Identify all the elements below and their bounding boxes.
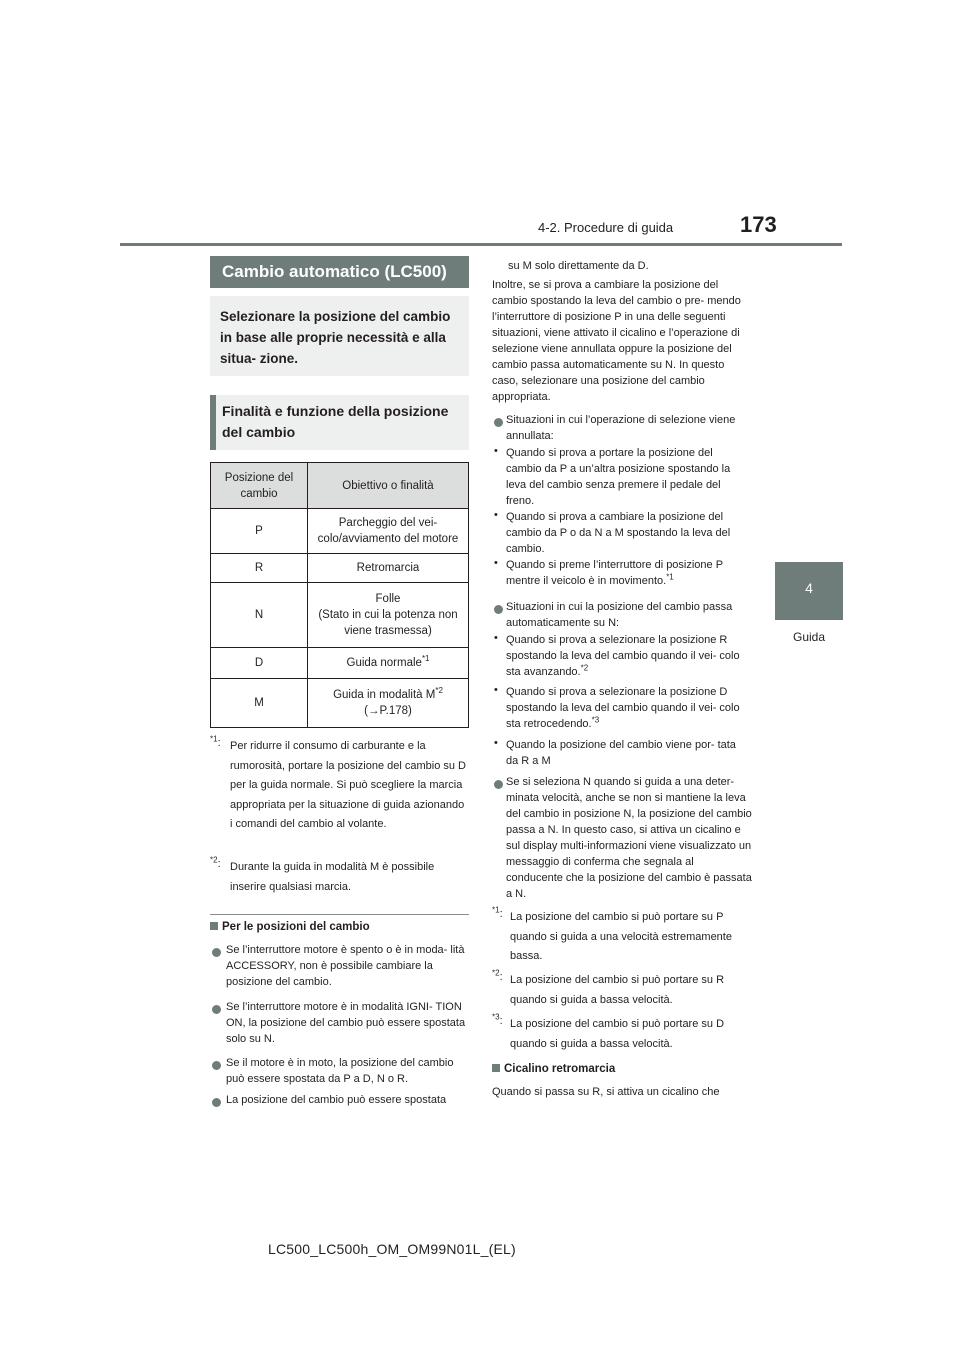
table-header-purpose: Obiettivo o finalità bbox=[308, 463, 469, 509]
footnote-mark: $^{*3}$: bbox=[492, 1012, 503, 1027]
table-cell-position: R bbox=[211, 554, 308, 583]
situation-bullet: Situazioni in cui la posizione del cambio passa automaticamente su N: bbox=[506, 601, 733, 629]
footnote-ref: *1 bbox=[421, 654, 430, 664]
bullet-icon bbox=[494, 605, 503, 614]
table-row bbox=[211, 509, 469, 554]
table-row bbox=[211, 648, 469, 679]
footnote-mark: $^{*1}$: bbox=[210, 734, 221, 749]
table-cell-position: P bbox=[211, 509, 308, 554]
bullet-icon bbox=[212, 1061, 221, 1070]
table-cell-purpose-main: Folle bbox=[375, 593, 401, 605]
document-code: LC500_LC500h_OM_OM99N01L_(EL) bbox=[268, 1241, 516, 1257]
positions-bullet: La posizione del cambio può essere spostata bbox=[226, 1094, 447, 1106]
table-row bbox=[211, 583, 469, 648]
table-cell-purpose: Retromarcia bbox=[308, 554, 469, 583]
footnote-ref: *1 bbox=[666, 572, 674, 582]
subheading-accent bbox=[210, 395, 216, 450]
bullet-icon bbox=[494, 780, 503, 789]
footnote-ref: *2 bbox=[435, 686, 443, 696]
page-reference-link[interactable]: (→P.178) bbox=[364, 705, 412, 717]
table-cell-position: D bbox=[211, 648, 308, 679]
square-bullet-icon bbox=[210, 922, 218, 930]
table-cell-position: N bbox=[211, 583, 308, 648]
footnote-text: La posizione del cambio si può portare su P quando si guida a una velocità estremamente bassa. bbox=[510, 911, 732, 962]
paragraph: Inoltre, se si prova a cambiare la posizione del cambio spostando la leva del cambio o pre- mendo l’interruttore di posizione P in una delle seguenti situazioni, viene attivato il cicalino e l’operazione di selezione viene annullata oppure la posizione del cambio passa automaticamente su N. In questo caso, selezionare una posizione del cambio appropriata. bbox=[492, 279, 741, 403]
situation-bullet: Situazioni in cui l’operazione di selezione viene annullata: bbox=[506, 414, 736, 442]
positions-bullet: Se l’interruttore motore è in modalità IGNI- TION ON, la posizione del cambio può essere spostata solo su N. bbox=[226, 1001, 466, 1045]
square-bullet-icon bbox=[492, 1064, 500, 1072]
table-cell-purpose-main: Guida normale bbox=[346, 657, 422, 669]
footnote-text: Durante la guida in modalità M è possibile inserire qualsiasi marcia. bbox=[230, 861, 435, 893]
bullet-icon bbox=[494, 418, 503, 427]
neutral-bullet: Se si seleziona N quando si guida a una deter- minata velocità, anche se non si mantiene la leva del cambio in posizione N, la posizione del cambio passa a N. In questo caso, si attiva un cicalino e sul display multi-informazioni viene visualizzato un messaggio di conferma che segnala al conducente che la posizione del cambio è passata a N. bbox=[506, 776, 752, 900]
footnote-mark: $^{*2}$: bbox=[210, 855, 221, 870]
footnote-ref: *3 bbox=[591, 715, 600, 725]
positions-heading: Per le posizioni del cambio bbox=[210, 921, 370, 933]
bullet-icon bbox=[212, 1098, 221, 1107]
table-cell-position: M bbox=[211, 679, 308, 728]
header-rule bbox=[120, 243, 842, 246]
table-row bbox=[211, 554, 469, 583]
bullet-icon bbox=[212, 948, 221, 957]
positions-bullet: Se l’interruttore motore è spento o è in moda- lità ACCESSORY, non è possibile cambiare la posizione del cambio. bbox=[226, 944, 465, 988]
situation-item: Quando si preme l’interruttore di posizione P mentre il veicolo è in movimento.$^{*1}$ bbox=[506, 559, 723, 587]
table-cell-purpose-main: Guida in modalità M bbox=[333, 689, 436, 701]
situation-item: Quando si prova a selezionare la posizione D spostando la leva del cambio quando il vei- colo sta retrocedendo.$^{*3}$ bbox=[506, 686, 740, 730]
footnote-text: La posizione del cambio si può portare su D quando si guida a bassa velocità. bbox=[510, 1018, 725, 1050]
section-title: Cambio automatico (LC500) bbox=[222, 262, 447, 281]
gear-position-table bbox=[210, 462, 469, 728]
positions-bullet: Se il motore è in moto, la posizione del cambio può essere spostata da P a D, N o R. bbox=[226, 1057, 454, 1085]
footnote-mark: $^{*2}$: bbox=[492, 968, 503, 983]
table-header-row bbox=[211, 463, 469, 509]
table-cell-purpose bbox=[308, 583, 469, 648]
table-cell-purpose bbox=[308, 679, 469, 728]
running-header-section: 4-2. Procedure di guida bbox=[538, 220, 674, 235]
situation-item: Quando si prova a portare la posizione del cambio da P a un’altra posizione spostando la leva del cambio senza premere il pedale del freno. bbox=[506, 447, 731, 507]
intro-text: Selezionare la posizione del cambio in base alle proprie necessità e alla situa- zione. bbox=[220, 309, 451, 366]
situation-item: Quando la posizione del cambio viene por- tata da R a M bbox=[506, 739, 736, 767]
footnote-text: La posizione del cambio si può portare su R quando si guida a bassa velocità. bbox=[510, 974, 725, 1006]
footnote-ref: *2 bbox=[580, 663, 589, 673]
bullet-icon bbox=[212, 1005, 221, 1014]
situation-item: Quando si prova a cambiare la posizione del cambio da P o da N a M spostando la leva del cambio. bbox=[506, 511, 731, 555]
subheading: Finalità e funzione della posizione del cambio bbox=[222, 403, 449, 440]
table-row bbox=[211, 679, 469, 728]
chapter-tab-number: 4 bbox=[805, 580, 813, 596]
situation-item: Quando si prova a selezionare la posizione R spostando la leva del cambio quando il vei- colo sta avanzando.$^{*2}$ bbox=[506, 634, 740, 678]
section-divider bbox=[210, 914, 469, 915]
table-cell-purpose-note: (Stato in cui la potenza non viene trasmessa) bbox=[318, 609, 458, 637]
footnote-text: Per ridurre il consumo di carburante e la rumorosità, portare la posizione del cambio su D per la guida normale. Si può scegliere la marcia appropriata per la situazione di guida azionando i comandi del cambio al volante. bbox=[230, 740, 467, 830]
chapter-tab-label: Guida bbox=[792, 630, 826, 644]
table-cell-purpose bbox=[308, 648, 469, 679]
table-cell-purpose: Parcheggio del vei- colo/avviamento del motore bbox=[308, 509, 469, 554]
page-number: 173 bbox=[740, 212, 777, 237]
buzzer-text: Quando si passa su R, si attiva un cicalino che bbox=[492, 1086, 720, 1098]
continuation-text: su M solo direttamente da D. bbox=[508, 260, 649, 272]
buzzer-heading: Cicalino retromarcia bbox=[492, 1063, 615, 1075]
table-header-position: Posizione del cambio bbox=[211, 463, 308, 509]
footnote-mark: $^{*1}$: bbox=[492, 905, 503, 920]
